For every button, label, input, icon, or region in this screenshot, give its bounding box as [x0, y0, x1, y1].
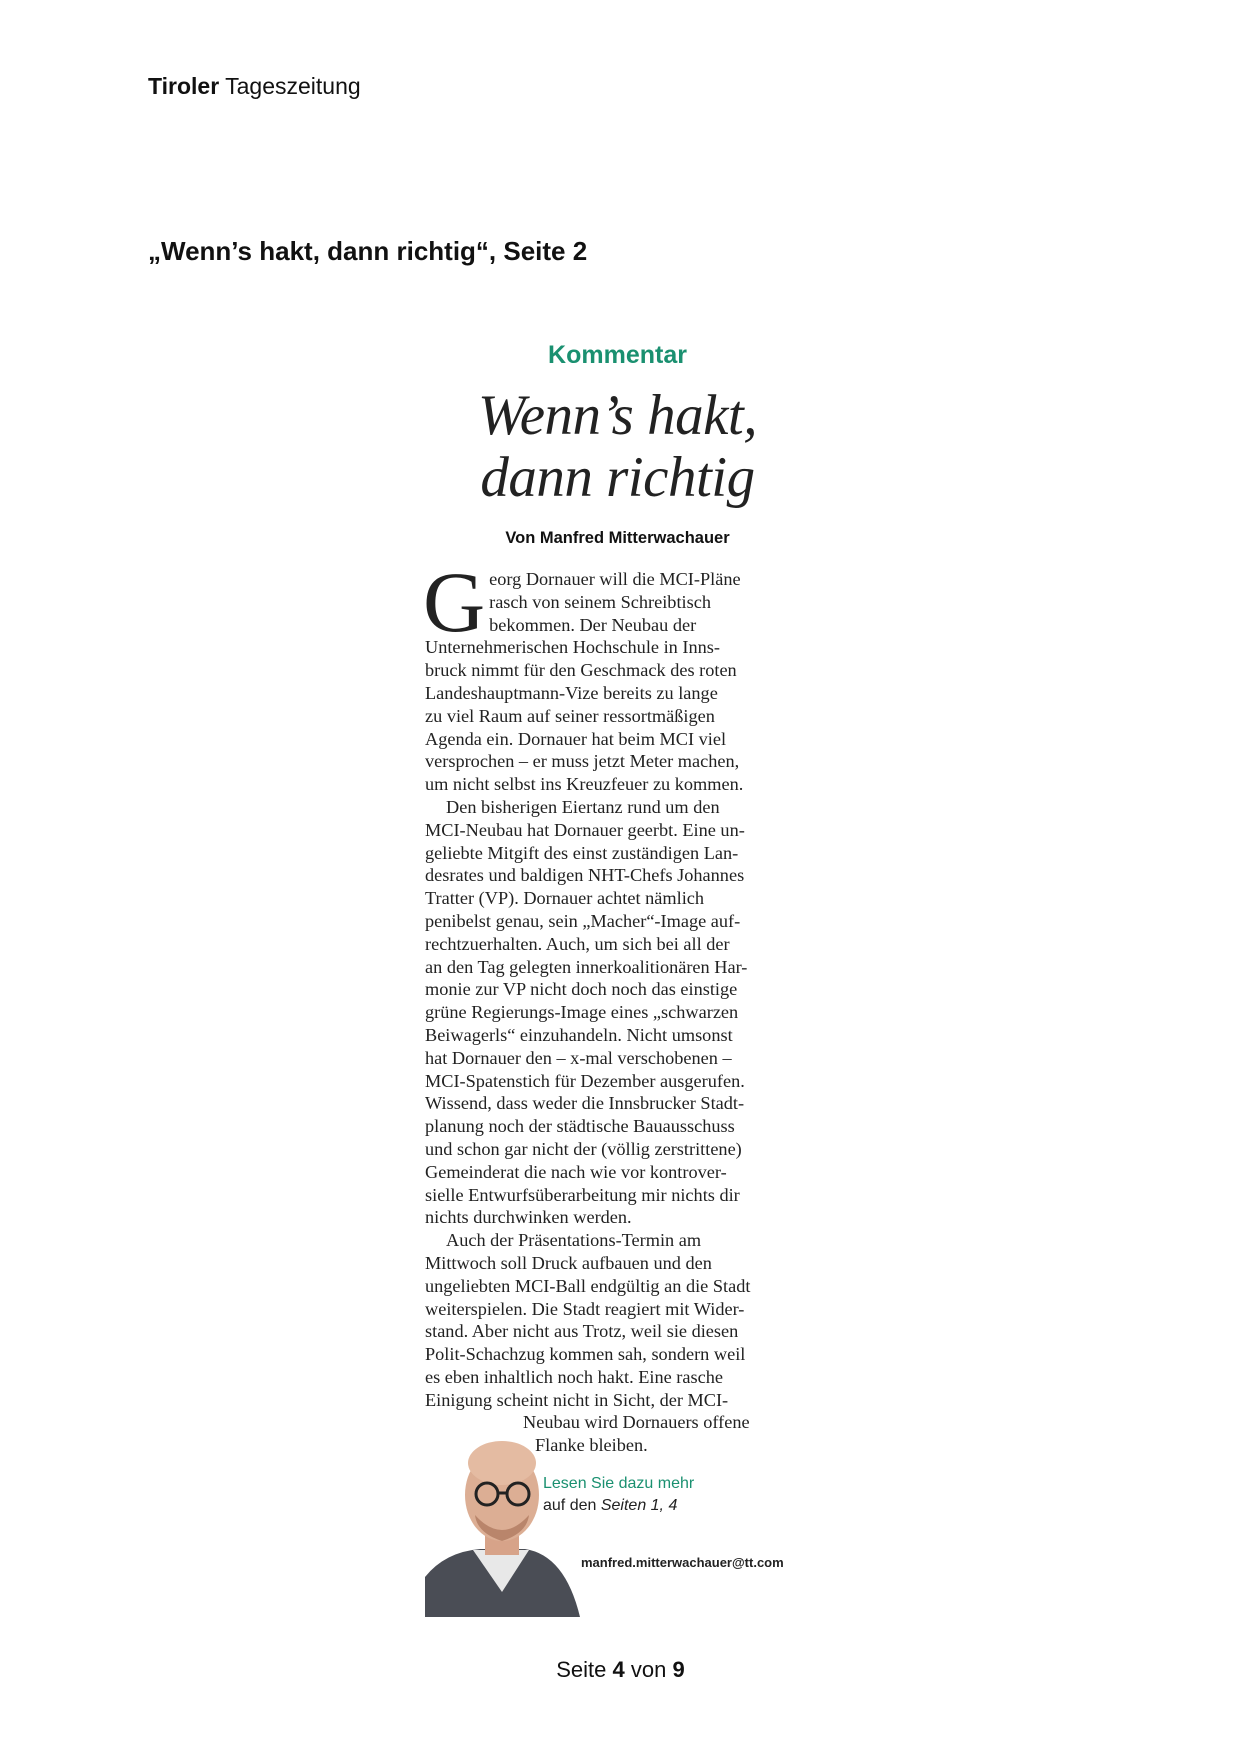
- article-line: Landeshauptmann-Vize bereits zu lange: [425, 682, 718, 703]
- read-more-page-list: Seiten 1, 4: [600, 1497, 678, 1515]
- article-line: an den Tag gelegten innerkoalitionären Har-: [425, 956, 748, 977]
- article-line: rasch von seinem Schreibtisch: [489, 591, 711, 612]
- brand-bold: Tiroler: [148, 73, 220, 99]
- paragraph-3-text: [425, 1230, 750, 1410]
- article-line: um nicht selbst ins Kreuzfeuer zu kommen.: [425, 774, 744, 795]
- article-rubric: Kommentar: [548, 341, 687, 369]
- article-line: und schon gar nicht der (völlig zerstrittene): [425, 1138, 742, 1159]
- article-headline: [425, 385, 810, 509]
- headline-line-1: Wenn’s hakt,: [478, 384, 757, 447]
- article-byline: Von Manfred Mitterwachauer: [505, 529, 730, 547]
- article-line: ungeliebten MCI-Ball endgültig an die Stadt: [425, 1275, 751, 1296]
- read-more-pages: [543, 1497, 677, 1515]
- author-portrait: [425, 1427, 580, 1617]
- paragraph-2: [425, 796, 810, 1229]
- author-email[interactable]: manfred.mitterwachauer@tt.com: [581, 1555, 784, 1571]
- article-line: geliebte Mitgift des einst zuständigen Lan-: [425, 842, 739, 863]
- article-line: es eben inhaltlich noch hakt. Eine rasche: [425, 1366, 723, 1387]
- author-box: [425, 1457, 810, 1617]
- article-line: Unternehmerischen Hochschule in Inns-: [425, 637, 720, 658]
- article-line: Tratter (VP). Dornauer achtet nämlich: [425, 888, 705, 909]
- paragraph-2-text: [425, 797, 747, 1227]
- dropcap: G: [423, 554, 486, 650]
- publication-header: [148, 73, 361, 100]
- article-line: desrates und baldigen NHT-Chefs Johannes: [425, 865, 745, 886]
- article-line: Polit-Schachzug kommen sah, sondern weil: [425, 1344, 746, 1365]
- article-line: Einigung scheint nicht in Sicht, der MCI-: [425, 1389, 729, 1410]
- article-line: monie zur VP nicht doch noch das einstige: [425, 979, 738, 1000]
- article-line: penibelst genau, sein „Macher“-Image auf-: [425, 910, 741, 931]
- article-line: Auch der Präsentations-Termin am: [446, 1230, 702, 1251]
- article-line: versprochen – er muss jetzt Meter machen,: [425, 751, 740, 772]
- article-line: MCI-Neubau hat Dornauer geerbt. Eine un-: [425, 819, 745, 840]
- article-body: [423, 554, 810, 1457]
- article-line: nichts durchwinken werden.: [425, 1207, 632, 1228]
- footer-middle: von: [630, 1657, 667, 1682]
- footer-prefix: Seite: [556, 1657, 607, 1682]
- headline-line-2: dann richtig: [480, 446, 755, 509]
- article-line: zu viel Raum auf seiner ressortmäßigen: [425, 705, 715, 726]
- article-line: bekommen. Der Neubau der: [489, 614, 697, 635]
- page-footer: [0, 1657, 1241, 1683]
- article-line: bruck nimmt für den Geschmack des roten: [425, 660, 737, 681]
- footer-total-pages: 9: [672, 1657, 685, 1682]
- brand-regular: Tageszeitung: [225, 73, 361, 99]
- footer-current-page: 4: [612, 1657, 625, 1682]
- article-line: weiterspielen. Die Stadt reagiert mit Wider-: [425, 1298, 745, 1319]
- article-clipping: [425, 335, 810, 1617]
- article-line: hat Dornauer den – x-mal verschobenen –: [425, 1047, 732, 1068]
- article-line: Beiwagerls“ einzuhandeln. Nicht umsonst: [425, 1024, 733, 1045]
- article-line: Mittwoch soll Druck aufbauen und den: [425, 1252, 712, 1273]
- article-line: planung noch der städtische Bauausschuss: [425, 1116, 735, 1137]
- article-line: eorg Dornauer will die MCI-Pläne: [489, 569, 741, 589]
- paragraph-1: [423, 554, 810, 796]
- document-title: „Wenn’s hakt, dann richtig“, Seite 2: [148, 236, 588, 266]
- article-line: rechtzuerhalten. Auch, um sich bei all der: [425, 933, 730, 954]
- article-line: Flanke bleiben.: [535, 1435, 648, 1456]
- article-line: sielle Entwurfsüberarbeitung mir nichts dir: [425, 1184, 740, 1205]
- read-more-label: Lesen Sie dazu mehr: [543, 1475, 695, 1493]
- paragraph-3: [425, 1229, 810, 1411]
- article-line: Agenda ein. Dornauer hat beim MCI viel: [425, 728, 727, 749]
- article-line: MCI-Spatenstich für Dezember ausgerufen.: [425, 1070, 745, 1091]
- article-line: grüne Regierungs-Image eines „schwarzen: [425, 1002, 739, 1023]
- article-line: stand. Aber nicht aus Trotz, weil sie diesen: [425, 1321, 739, 1342]
- article-line: Den bisherigen Eiertanz rund um den: [446, 796, 720, 817]
- read-more-prefix: auf den: [543, 1497, 597, 1515]
- article-line: Wissend, dass weder die Innsbrucker Stadt-: [425, 1093, 745, 1114]
- article-line: Neubau wird Dornauers offene: [523, 1412, 750, 1433]
- article-line: Gemeinderat die nach wie vor kontrover-: [425, 1161, 727, 1182]
